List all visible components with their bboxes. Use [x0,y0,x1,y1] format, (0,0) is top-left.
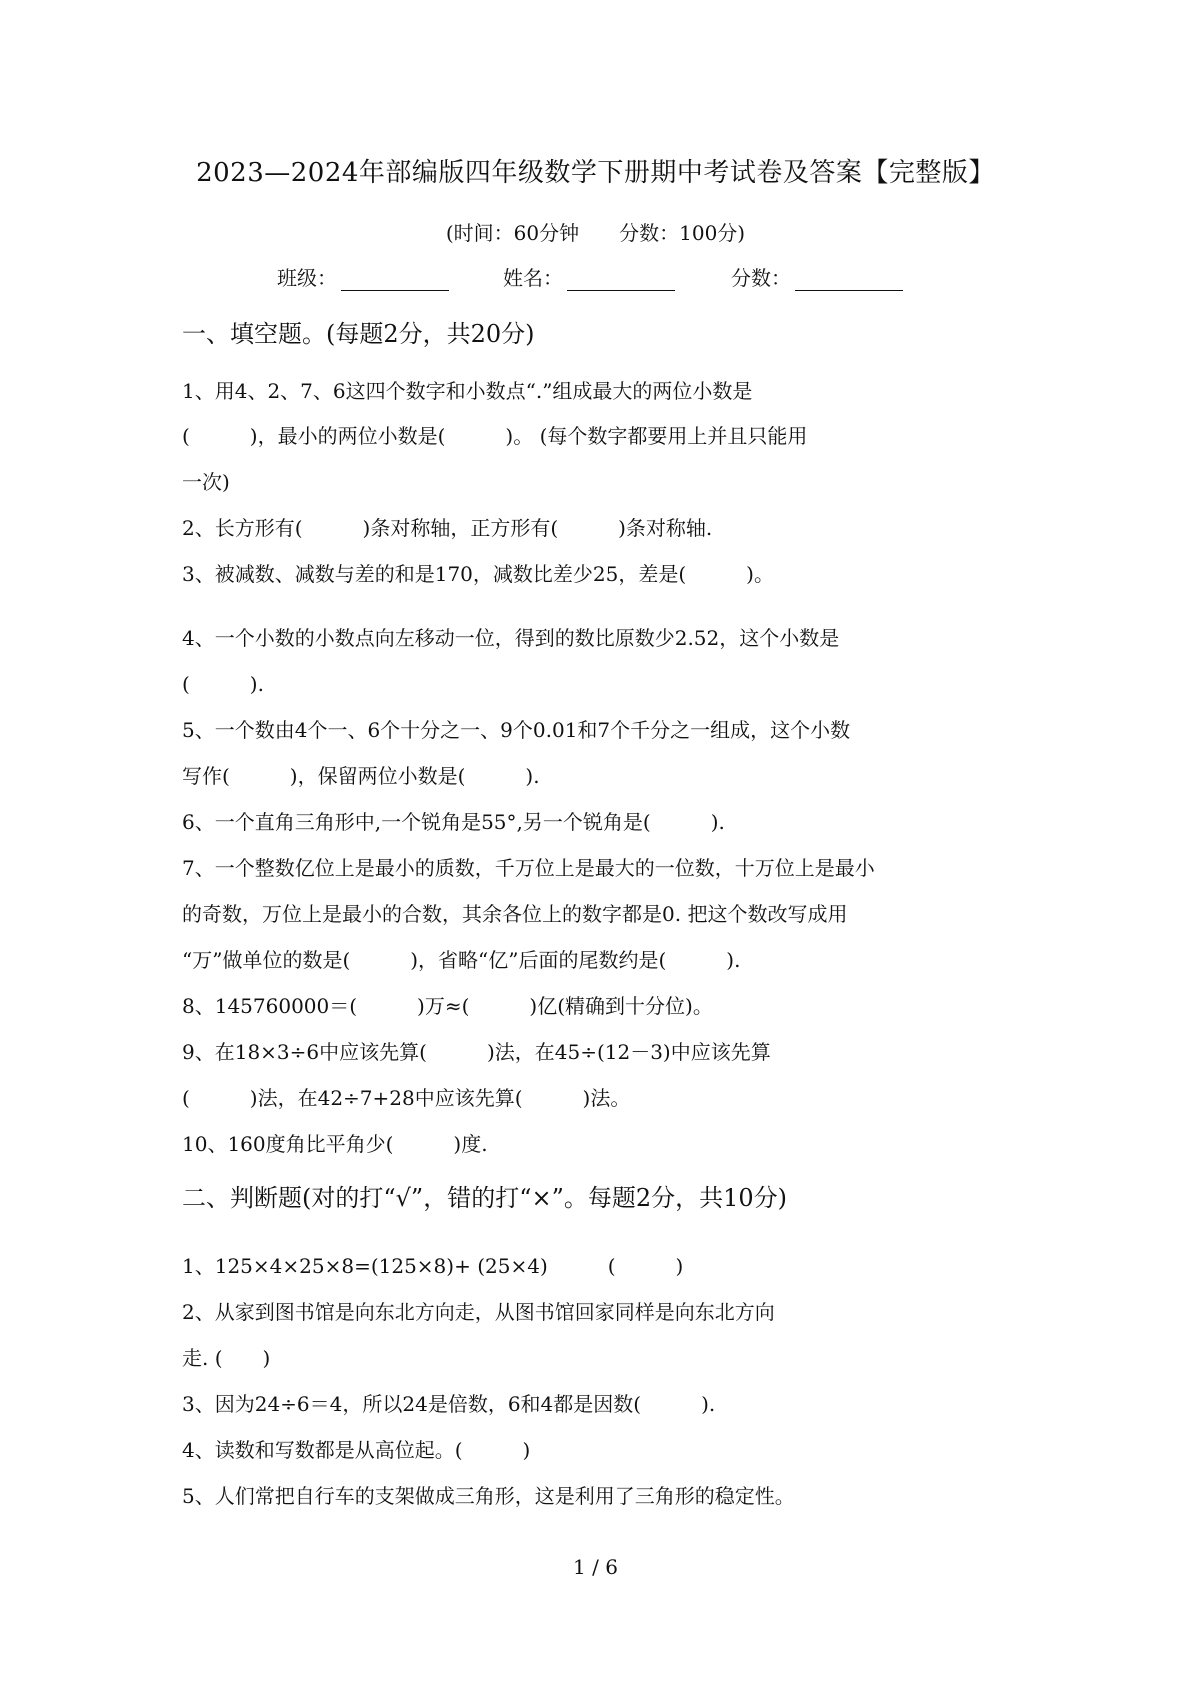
question-line: ( )法，在42÷7+28中应该先算( )法。 [182,1086,631,1110]
page-number: 1 / 6 [573,1555,618,1579]
question-line: “万”做单位的数是( )，省略“亿”后面的尾数约是( ). [182,948,741,972]
question-line: 3、被减数、减数与差的和是170，减数比差少25，差是( )。 [182,562,774,586]
score-field [731,262,903,291]
question-line: 10、160度角比平角少( )度. [182,1132,488,1156]
section-2-title: 二、判断题(对的打“√”，错的打“×”。每题2分，共10分) [182,1184,788,1212]
question-line: 的奇数，万位上是最小的合数，其余各位上的数字都是0. 把这个数改写成用 [182,902,848,926]
score-blank[interactable] [795,266,903,291]
question-line: 1、125×4×25×8=(125×8)+ (25×4) ( ) [182,1254,684,1278]
question-line: 6、一个直角三角形中,一个锐角是55°,另一个锐角是( ). [182,810,725,834]
question-line: 5、人们常把自行车的支架做成三角形，这是利用了三角形的稳定性。 [182,1484,795,1508]
class-label: 班级： [277,266,337,290]
name-label: 姓名： [503,266,563,290]
question-line: 2、从家到图书馆是向东北方向走，从图书馆回家同样是向东北方向 [182,1300,775,1324]
question-line: 3、因为24÷6＝4，所以24是倍数，6和4都是因数( ). [182,1392,716,1416]
question-line: ( )，最小的两位小数是( )。 (每个数字都要用上并且只能用 [182,424,808,448]
section-1-title: 一、填空题。(每题2分，共20分) [182,320,535,348]
question-line: 一次) [182,470,230,494]
name-blank[interactable] [567,266,675,291]
question-line: 4、一个小数的小数点向左移动一位，得到的数比原数少2.52，这个小数是 [182,626,840,650]
class-blank[interactable] [341,266,449,291]
question-line: 5、一个数由4个一、6个十分之一、9个0.01和7个千分之一组成，这个小数 [182,718,851,742]
question-line: 8、145760000＝( )万≈( )亿(精确到十分位)。 [182,994,713,1018]
question-line: ( ). [182,672,264,696]
question-line: 走. ( ) [182,1346,271,1370]
score-label: 分数： [731,266,791,290]
question-line: 7、一个整数亿位上是最小的质数，千万位上是最大的一位数，十万位上是最小 [182,856,875,880]
question-line: 9、在18×3÷6中应该先算( )法，在45÷(12－3)中应该先算 [182,1040,771,1064]
name-field [503,262,675,291]
question-line: 2、长方形有( )条对称轴，正方形有( )条对称轴. [182,516,713,540]
question-line: 1、用4、2、7、6这四个数字和小数点“.”组成最大的两位小数是 [182,379,753,403]
class-field [277,262,449,291]
question-line: 写作( )，保留两位小数是( ). [182,764,540,788]
page-title: 2023—2024年部编版四年级数学下册期中考试卷及答案【完整版】 [196,158,995,188]
question-line: 4、读数和写数都是从高位起。( ) [182,1438,531,1462]
exam-time-score: (时间：60分钟 分数：100分) [445,221,746,245]
